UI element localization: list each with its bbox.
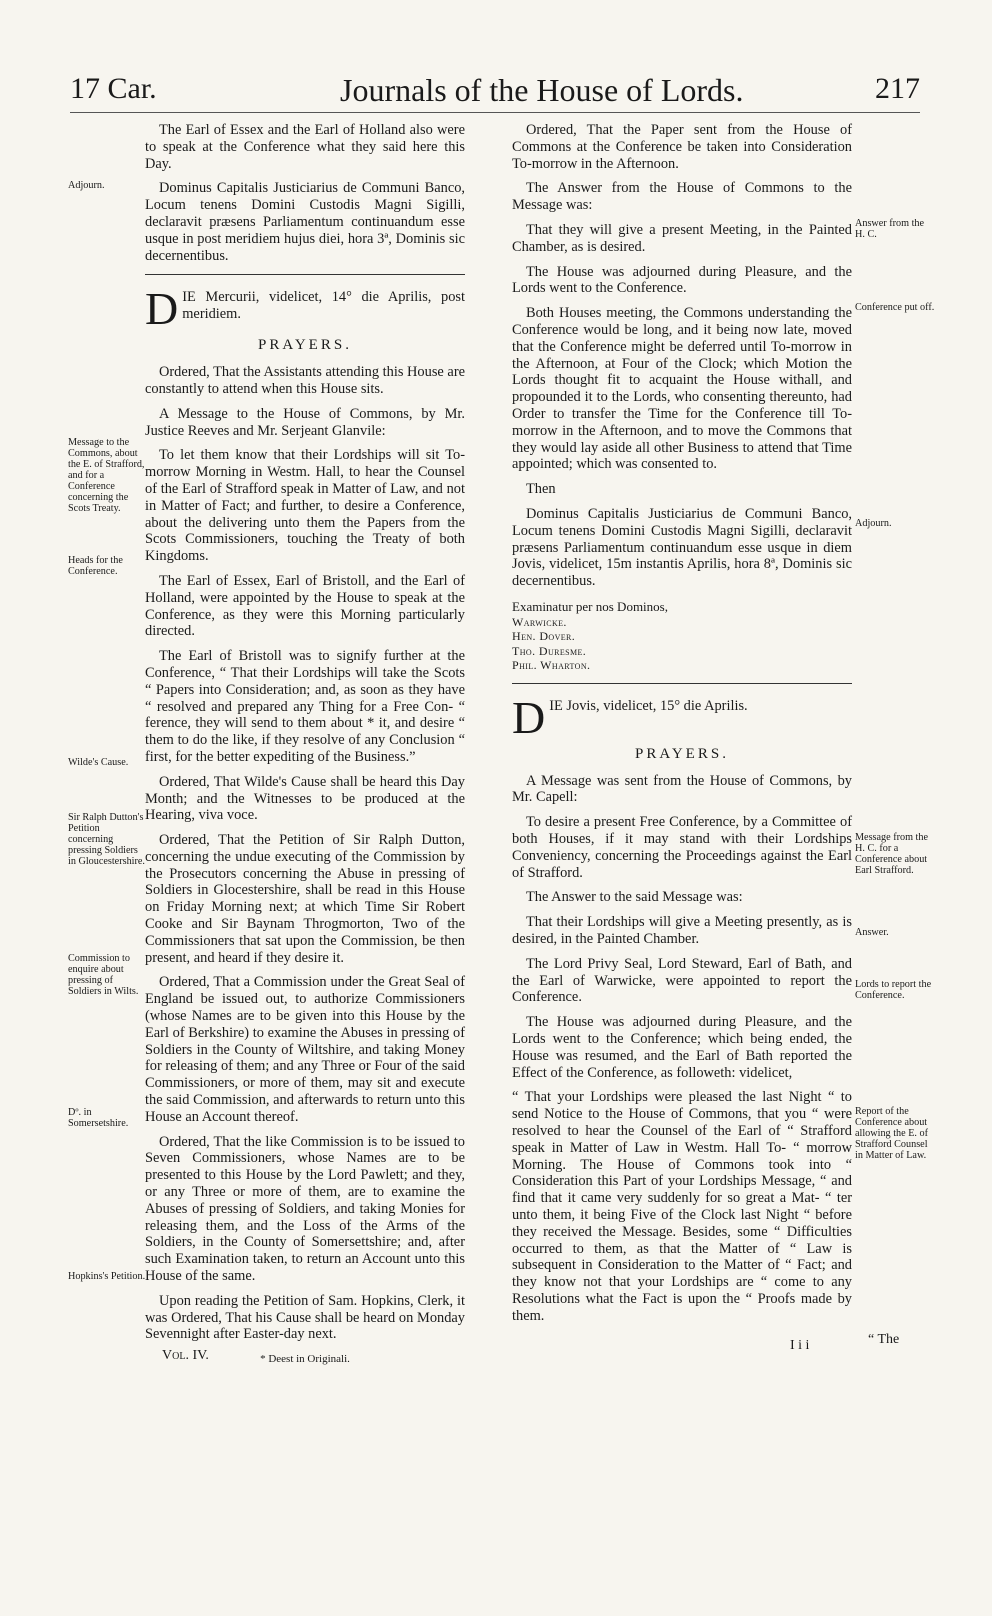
paragraph: Dominus Capitalis Justiciarius de Communi Banco, Locum tenens Domini Custodis Magni Sigilli, declaravit præsens Parliamentum continuandum esse usque in post meridiem hujus diei, hora 3ª, Dominis sic decernentibus. [145, 180, 465, 264]
paragraph: The Earl of Essex and the Earl of Holland also were to speak at the Conference what they said here this Day. [145, 122, 465, 172]
paragraph: A Message to the House of Commons, by Mr. Justice Reeves and Mr. Serjeant Glanvile: [145, 405, 465, 439]
page-header [70, 72, 920, 112]
examiner-name: Hen. Dover. [512, 629, 576, 644]
examiner-name: Tho. Duresme. [512, 643, 587, 658]
paragraph: The House was adjourned during Pleasure, and the Lords went to the Conference; which being ended, the House was resumed, and the Earl of Bath reported the Effect of the Conference, as followeth: videlicet, [512, 1014, 852, 1081]
margin-note-lords-report: Lords to report the Conference. [855, 979, 932, 1001]
prayers-heading: PRAYERS. [258, 337, 352, 354]
margin-note-report: Report of the Conference about allowing the E. of Strafford Counsel in Matter of Law. [855, 1106, 928, 1161]
drop-cap: D [512, 691, 546, 743]
margin-note-wilde: Wilde's Cause. [68, 757, 129, 768]
margin-note-answer: Answer from the H. C. [855, 218, 925, 240]
day-heading-text: IE Jovis, videlicet, 15° die Aprilis. [549, 697, 748, 714]
then-text: Then [526, 481, 556, 498]
examiner-name: Phil. Wharton. [512, 658, 591, 673]
margin-note-message-hc: Message from the H. C. for a Conference about Earl Strafford. [855, 832, 928, 876]
left-column [145, 122, 465, 1368]
header-regnal-year: 17 Car. [70, 72, 157, 105]
paragraph: The House was adjourned during Pleasure, and the Lords went to the Conference. [512, 263, 852, 297]
examined-label: Examinatur per nos Dominos, [512, 598, 668, 614]
paragraph: The Earl of Bristoll was to signify further at the Conference, “ That their Lordships will take the Scots “ Papers into Consideration; and, as soon as they have “ resolved and prepared any Thing for a Free Con- “ ference, they will send to them about * it, and desire “ them to do the like, if they resolve of any Conclusion “ first, for the better expediting of the Business.” [145, 648, 465, 765]
paragraph: Ordered, That the Petition of Sir Ralph Dutton, concerning the undue executing of the Commission by the Prosecutors concerning the Abuse in pressing of Soldiers in Glocestershire, shall be read in this House on Friday Morning next; at which Time Sir Robert Cooke and Sir Baynam Throgmorton, Two of the Commissioners that sat upon the Commission, be then present, and heard if they desire it. [145, 832, 465, 966]
paragraph: To let them know that their Lordships will sit To-morrow Morning in Westm. Hall, to hear the Counsel of the Earl of Strafford speak in Matter of Law, and not in Matter of Fact; and further, to desire a Conference, about the delivering unto them the Papers from the Scots Commissioners, touching the Treaty of both Kingdoms. [145, 447, 465, 565]
paragraph: “ That your Lordships were pleased the last Night “ to send Notice to the House of Commons, that you “ were resolved to hear the Counsel of the Earl of “ Strafford speak in Matter of Law in Westm. Hall To- “ morrow Morning. The House of Commons took into “ Consideration this Part of your Lordships Message, “ and find that it came very suddenly for so great a Mat- “ ter unto them, it being Five of the Clock last Night “ before they received the Message. Besides, some “ Difficulties occurred to them, as that the Matter of “ Law is subsequent in Consideration to the Matter of “ Fact; and they know not that your Lordships are “ come to any Resolutions what the Fact is upon the “ Proofs made by them. [512, 1089, 852, 1324]
day-heading-text: IE Mercurii, videlicet, 14° die Aprilis, post meridiem. [182, 289, 465, 323]
margin-note-wilts: Commission to enquire about pressing of Soldiers in Wilts. [68, 953, 139, 997]
paragraph: The Earl of Essex, Earl of Bristoll, and the Earl of Holland, were appointed by the House to speak at the Conference, as they were this Morning particularly directed. [145, 572, 465, 640]
margin-note-put-off: Conference put off. [855, 302, 935, 313]
right-column [512, 122, 852, 1333]
paragraph: A Message was sent from the House of Commons, by Mr. Capell: [512, 772, 852, 806]
volume-label: Vol. IV. [162, 1348, 209, 1363]
footnote: * Deest in Originali. [260, 1353, 350, 1366]
margin-note-answer2: Answer. [855, 927, 889, 938]
prayers-heading: PRAYERS. [635, 745, 729, 762]
margin-note-adjourn-right: Adjourn. [855, 518, 892, 529]
margin-note-adjourn: Adjourn. [68, 180, 105, 191]
margin-note-somerset: Dº. in Somersetshire. [68, 1107, 129, 1129]
paragraph: To desire a present Free Conference, by a Committee of both Houses, if it may stand with their Lordships Conveniency, concerning the Proceedings against the Earl of Strafford. [512, 814, 852, 881]
drop-cap: D [145, 283, 179, 335]
paragraph: The Answer from the House of Commons to the Message was: [512, 180, 852, 214]
page-number: 217 [875, 72, 920, 105]
day-heading [145, 283, 465, 335]
paragraph: That they will give a present Meeting, in the Painted Chamber, as is desired. [512, 221, 852, 255]
examined-block [512, 600, 852, 673]
paragraph: Ordered, That the Assistants attending this House are constantly to attend when this House sits. [145, 364, 465, 397]
paragraph: Both Houses meeting, the Commons understanding the Conference would be long, and it being now late, moved that the Conference might be deferred until To-morrow in the Afternoon, at Four of the Clock; which Motion the Lords thought fit to acquaint the House withall, and propounded it to the Lords, who consenting thereunto, had Order to transfer the Time for the Conference till To-morrow in the Afternoon, and to move the Commons that they would lay aside all other Business to attend that Time appointed; which was consented to. [512, 305, 852, 473]
section-rule [145, 274, 465, 275]
paragraph: Ordered, That the Paper sent from the House of Commons at the Conference be taken into Consideration To-morrow in the Afternoon. [512, 122, 852, 172]
paragraph: Dominus Capitalis Justiciarius de Communi Banco, Locum tenens Domini Custodis Magni Sigilli, declaravit præsens Parliamentum continuandum esse usque in diem Jovis, videlicet, 15m instantis Aprilis, hora 8ª, Dominis sic decernentibus. [512, 505, 852, 590]
paragraph: Ordered, That Wilde's Cause shall be heard this Day Month; and the Witnesses to be produced at the Hearing, viva voce. [145, 773, 465, 824]
paragraph: The Answer to the said Message was: [526, 889, 743, 906]
margin-note-dutton: Sir Ralph Dutton's Petition concerning pressing Soldiers in Gloucestershire. [68, 812, 145, 867]
paragraph: That their Lordships will give a Meeting presently, as is desired, in the Painted Chamber. [512, 914, 852, 948]
header-title: Journals of the House of Lords. [340, 72, 744, 108]
paragraph: Ordered, That the like Commission is to be issued to Seven Commissioners, whose Names are to be presented to this House by the Lord Pawlett; and they, or any Three or more of them, are to examine the Abuses of pressing of Soldiers, and taking Monies for releasing them, and the Loss of the Arms of the Soldiers, in the County of Somersettshire; and, after such Examination taken, to return an Account unto this House of the same. [145, 1133, 465, 1285]
paragraph: The Lord Privy Seal, Lord Steward, Earl of Bath, and the Earl of Warwicke, were appointed to report the Conference. [512, 955, 852, 1006]
signature-mark: I i i [790, 1338, 810, 1353]
header-rule [70, 112, 920, 113]
catchword: “ The [868, 1332, 900, 1347]
section-rule [512, 683, 852, 684]
examiner-name: Warwicke. [512, 614, 567, 629]
margin-note-heads: Heads for the Conference. [68, 555, 123, 577]
paragraph: Upon reading the Petition of Sam. Hopkins, Clerk, it was Ordered, That his Cause shall be heard on Monday Sevennight after Easter-day next. [145, 1292, 465, 1343]
margin-note-message: Message to the Commons, about the E. of Strafford, and for a Conference concerning the Scots Treaty. [68, 437, 145, 514]
paragraph: Ordered, That a Commission under the Great Seal of England be issued out, to authorize Commissioners (whose Names are to be given into this House by the Earl of Berkshire) to examine the Abuses in pressing of Soldiers in the County of Wiltshire, and taking Money for releasing of them; and any Three or Four of the said Commissioners, or more of them, may sit and execute the said Commission, and afterwards to return unto this House an Account thereof. [145, 974, 465, 1125]
margin-note-hopkins: Hopkins's Petition. [68, 1271, 146, 1282]
day-heading [512, 691, 852, 743]
